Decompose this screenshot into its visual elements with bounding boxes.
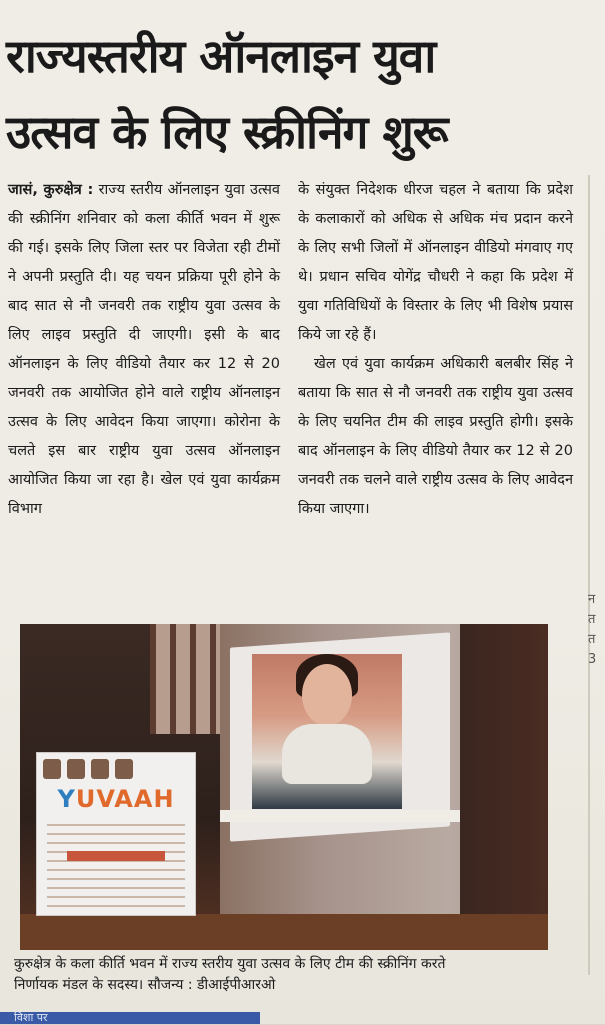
article-paragraph: खेल एवं युवा कार्यक्रम अधिकारी बलबीर सिंह ने बताया कि सात से नौ जनवरी तक राष्ट्रीय युवा उत्सव के लिए चयनित टीम की लाइव प्रस्तुति होगी। इसके बाद ऑनलाइन के लिए वीडियो तैयार कर 12 से 20 जनवरी तक चलने वाले राष्ट्रीय उत्सव के लिए आवेदन किया जाएगा। [298,356,573,517]
banner-brand-rest: UVAAH [75,785,175,813]
banner-logo [115,759,133,779]
headline-line-1: राज्यस्तरीय ऑनलाइन युवा [6,29,436,83]
next-story-text: विशा पर [14,1011,48,1024]
banner-small-text [47,817,185,907]
photo-floor [20,914,548,950]
headline-line-2: उत्सव के लिए स्क्रीनिंग शुरू [6,105,448,159]
photo-person-scarf [282,724,372,784]
photo-right-panel [460,624,548,950]
photo-window [150,624,220,734]
next-story-strip [0,1012,260,1024]
photo-person-face [302,664,352,726]
event-banner [36,752,196,916]
article-paragraph: के संयुक्त निदेशक धीरज चहल ने बताया कि प्रदेश के कलाकारों को अधिक से अधिक मंच प्रदान करने के लिए सभी जिलों में ऑनलाइन वीडियो मंगवाए गए थे। प्रधान सचिव योगेंद्र चौधरी ने कहा कि प्रदेश में युवा गतिविधियों के विस्तार के लिए भी विशेष प्रयास किये जा रहे हैं। [298,182,573,343]
article-paragraph [8,176,280,524]
article-column-1 [8,176,280,524]
banner-logo [43,759,61,779]
dateline: जासं, कुरुक्षेत्र : [8,182,94,198]
caption-line-1: कुरुक्षेत्र के कला कीर्ति भवन में राज्य स्तरीय युवा उत्सव के लिए टीम की स्क्रीनिंग करते [14,956,446,972]
banner-logo [67,759,85,779]
side-margin-fragments [588,590,605,770]
side-fragment: न [588,592,596,607]
banner-logo [91,759,109,779]
banner-brand [37,785,195,813]
banner-red-strip [67,851,165,861]
article-body-text: राज्य स्तरीय ऑनलाइन युवा उत्सव की स्क्रीनिंग शनिवार को कला कीर्ति भवन में शुरू की गई। इसके लिए जिला स्तर पर विजेता रही टीमों ने अपनी प्रस्तुति दी। यह चयन प्रक्रिया पूरी होने के बाद सात से नौ जनवरी तक राष्ट्रीय युवा उत्सव के लिए लाइव प्रस्तुति दी जाएगी। इसी के बाद ऑनलाइन के लिए वीडियो तैयार कर 12 से 20 जनवरी तक आयोजित होने वाले राष्ट्रीय ऑनलाइन उत्सव के लिए आवेदन किया जाएगा। कोरोना के चलते इस बार राष्ट्रीय युवा उत्सव ऑनलाइन आयोजित किया जा रहा है। खेल एवं युवा कार्यक्रम विभाग [8,182,280,517]
headline [6,18,591,170]
caption-line-2: निर्णायक मंडल के सदस्य। सौजन्य : डीआईपीआरओ [14,977,276,993]
photo-caption [14,954,574,996]
side-fragment: त [588,632,596,647]
banner-logos [43,759,189,781]
banner-brand-y: Y [57,785,76,813]
page-edge-rule [588,175,590,975]
side-fragment: त [588,612,596,627]
side-fragment: 3 [588,652,597,667]
article-column-2 [298,176,573,524]
photo-shelf [220,810,465,822]
